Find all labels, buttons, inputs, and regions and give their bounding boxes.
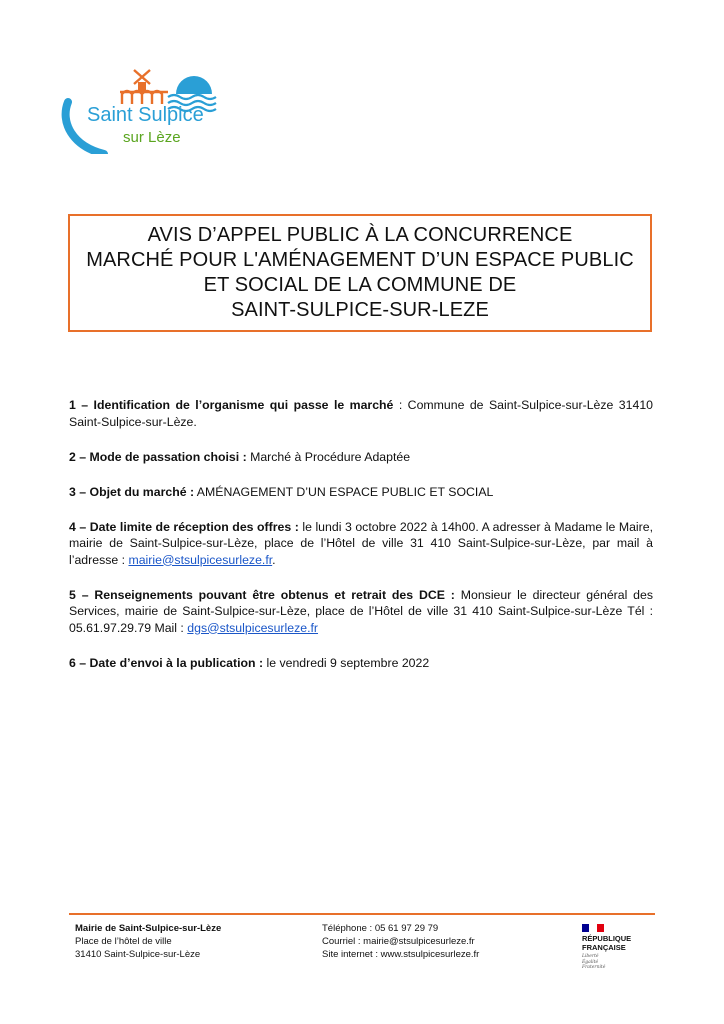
rf-line-2: FRANÇAISE	[582, 943, 626, 952]
section-3-text: AMÉNAGEMENT D’UN ESPACE PUBLIC ET SOCIAL	[194, 484, 494, 499]
dgs-email-link[interactable]: dgs@stsulpicesurleze.fr	[187, 620, 319, 635]
section-5-text: Monsieur le directeur général des Services, mairie de Saint-Sulpice-sur-Lèze, place de l’Hôtel de ville 31 410 Saint-Sulpice-sur-Lèze Tél : 05.61.97.29.79 Mail :	[69, 587, 654, 635]
footer-address-1: Place de l’hôtel de ville	[75, 936, 172, 947]
footer-website: Site internet : www.stsulpicesurleze.fr	[322, 949, 480, 960]
section-4-after: .	[272, 552, 276, 567]
section-3-label: 3 – Objet du marché :	[69, 484, 195, 499]
title-line-3: ET SOCIAL DE LA COMMUNE DE	[203, 274, 517, 296]
republique-francaise-logo	[582, 934, 631, 952]
section-6-label: 6 – Date d’envoi à la publication :	[69, 655, 264, 670]
title-box	[68, 214, 652, 332]
logo-name: Saint Sulpice	[87, 104, 204, 126]
section-2-label: 2 – Mode de passation choisi :	[69, 449, 247, 464]
section-5-label: 5 – Renseignements pouvant être obtenus et retrait des DCE :	[69, 587, 455, 602]
commune-logo	[58, 54, 228, 154]
section-6	[69, 655, 653, 672]
footer-divider	[69, 913, 655, 915]
section-1-label: 1 – Identification de l’organisme qui passe le marché	[69, 398, 394, 412]
footer-phone: Téléphone : 05 61 97 29 79	[322, 923, 439, 934]
title-line-1: AVIS D’APPEL PUBLIC À LA CONCURRENCE	[147, 224, 573, 246]
section-1-text: : Commune de Saint-Sulpice-sur-Lèze 31410 Saint-Sulpice-sur-Lèze.	[69, 398, 653, 429]
notice-body	[69, 397, 653, 690]
french-flag-icon	[582, 924, 604, 932]
title-line-2: MARCHÉ POUR L'AMÉNAGEMENT D’UN ESPACE PUBLIC	[86, 249, 634, 271]
footer-email: Courriel : mairie@stsulpicesurleze.fr	[322, 936, 475, 947]
rf-motto-2: Égalité	[582, 959, 599, 965]
footer-contact-block	[322, 922, 479, 961]
title-line-4: SAINT-SULPICE-SUR-LEZE	[231, 299, 489, 321]
rf-line-1: RÉPUBLIQUE	[582, 934, 632, 943]
footer-address-block	[75, 922, 221, 961]
rf-motto-3: Fraternité	[582, 965, 606, 970]
mairie-email-link[interactable]: mairie@stsulpicesurleze.fr	[128, 552, 273, 567]
section-5	[69, 587, 653, 637]
section-6-text: le vendredi 9 septembre 2022	[263, 655, 430, 670]
rf-motto	[582, 954, 605, 971]
logo-subname: sur Lèze	[123, 129, 181, 146]
section-4-text: le lundi 3 octobre 2022 à 14h00. A adresser à Madame le Maire, mairie de Saint-Sulpice-sur-Lèze, place de l’Hôtel de ville 31 410 Saint-Sulpice-sur-Lèze, par mail à l’adresse :	[69, 519, 654, 567]
section-2	[69, 449, 653, 466]
footer-org: Mairie de Saint-Sulpice-sur-Lèze	[75, 923, 222, 934]
section-3	[69, 484, 653, 501]
rf-motto-1: Liberté	[582, 954, 599, 959]
section-4	[69, 519, 653, 569]
footer-address-2: 31410 Saint-Sulpice-sur-Lèze	[75, 949, 201, 960]
section-1	[69, 397, 653, 430]
section-2-text: Marché à Procédure Adaptée	[246, 449, 411, 464]
section-4-label: 4 – Date limite de réception des offres :	[69, 519, 299, 534]
